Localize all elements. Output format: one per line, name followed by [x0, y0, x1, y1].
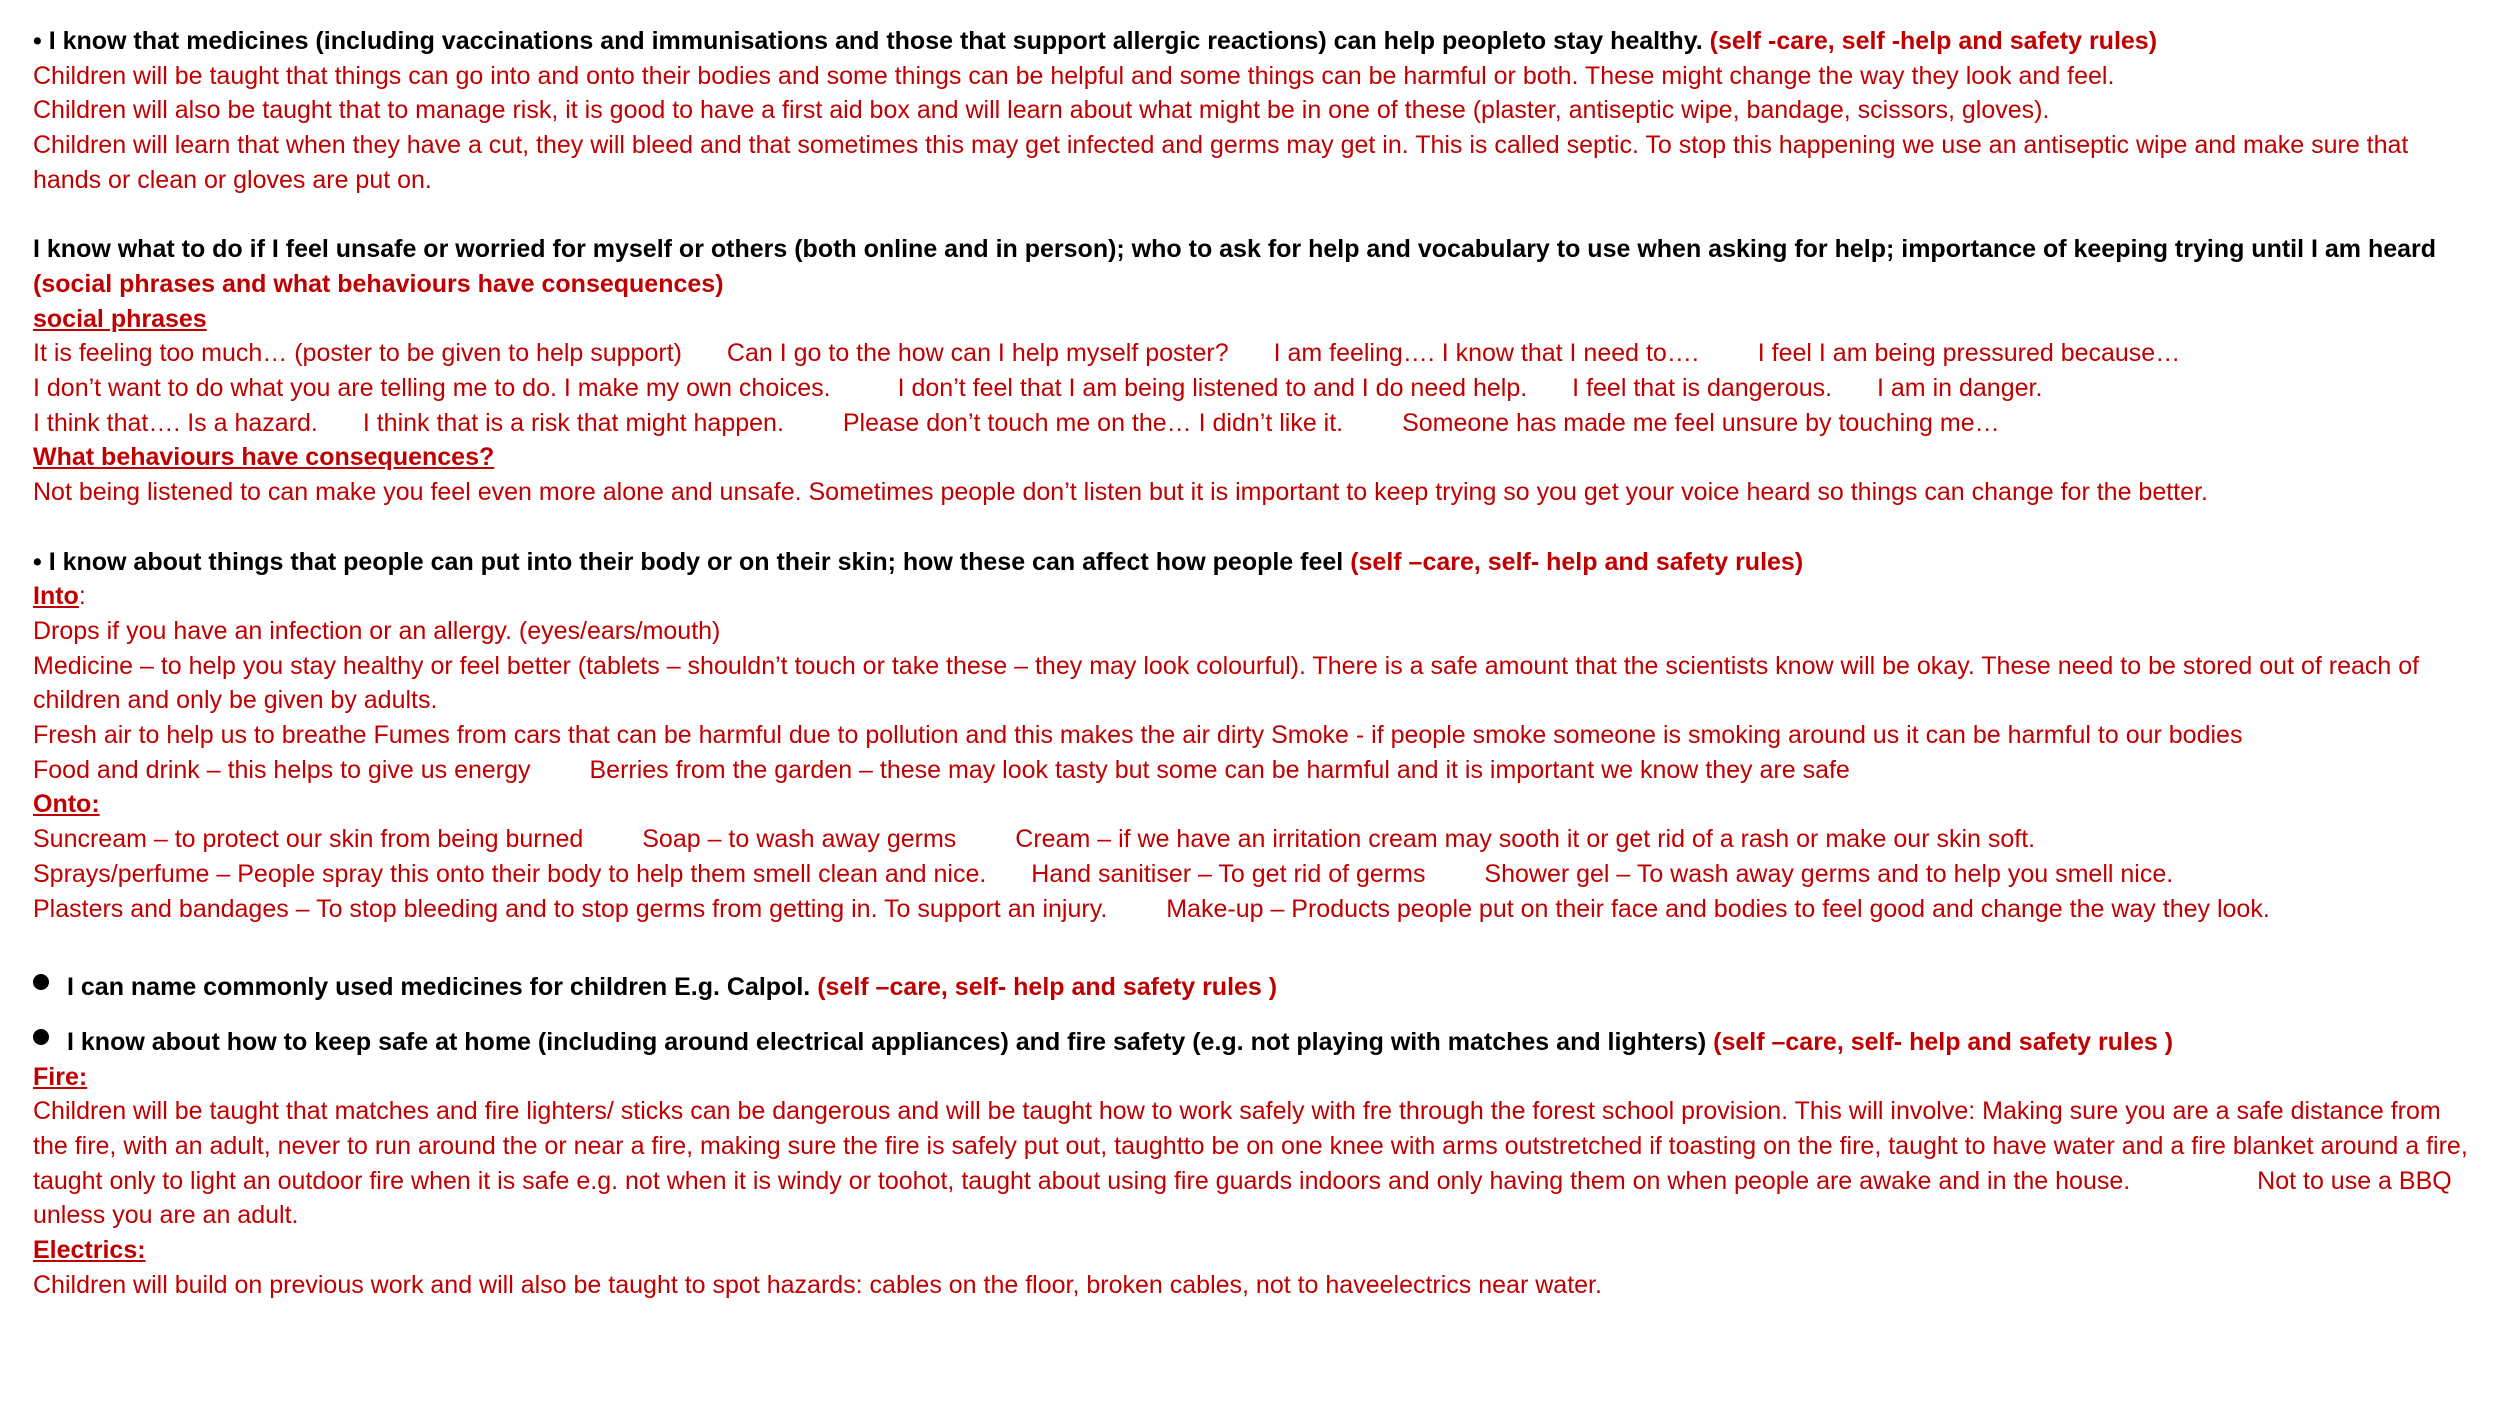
phrase: It is feeling too much… (poster to be given to help support)	[33, 339, 682, 368]
into-berries: Berries from the garden – these may look tasty but some can be harmful and it is important we know they are safe	[589, 755, 1850, 784]
subheading-onto: Onto:	[33, 790, 100, 819]
subheading-consequences: What behaviours have consequences?	[33, 443, 495, 472]
section-unsafe	[33, 232, 2473, 301]
phrase: I am feeling…. I know that I need to….	[1273, 339, 1699, 368]
document-page	[33, 24, 2473, 1303]
phrase: I think that…. Is a hazard.	[33, 408, 318, 437]
text-line: Fresh air to help us to breathe Fumes from cars that can be harmful due to pollution and this makes the air dirty Smoke - if people smoke someone is smoking around us it can be harmful to our bodies	[33, 721, 2243, 750]
phrases-row	[33, 406, 2473, 441]
into-food: Food and drink – this helps to give us energy	[33, 755, 531, 784]
text-line: Medicine – to help you stay healthy or feel better (tablets – shouldn’t touch or take these – they may look colourful). There is a safe amount that the scientists know will be okay. These need to be stored out of reach of children and only be given by adults.	[33, 651, 2420, 715]
onto-item: Sprays/perfume – People spray this onto their body to help them smell clean and nice.	[33, 859, 987, 888]
onto-item: Make-up – Products people put on their face and bodies to feel good and change the way they look.	[1166, 894, 2270, 923]
text-line: Not being listened to can make you feel even more alone and unsafe. Sometimes people don’t listen but it is important to keep trying so you get your voice heard so things can change for the better.	[33, 478, 2208, 507]
phrase: Please don’t touch me on the… I didn’t like it.	[842, 408, 1344, 437]
bullet-icon	[33, 1029, 49, 1045]
onto-row	[33, 822, 2473, 857]
text-line: Children will be taught that things can go into and onto their bodies and some things can be helpful and some things can be harmful or both. These might change the way they look and feel.	[33, 61, 2115, 90]
onto-row	[33, 857, 2473, 892]
tag-body-skin: (self –care, self- help and safety rules)	[1350, 547, 1804, 576]
phrase: Someone has made me feel unsure by touching me…	[1402, 408, 2000, 437]
subheading-social-phrases: social phrases	[33, 304, 207, 333]
bullet-icon	[33, 974, 49, 990]
phrases-row	[33, 371, 2473, 406]
onto-item: Soap – to wash away germs	[642, 825, 957, 854]
onto-item: Cream – if we have an irritation cream may sooth it or get rid of a rash or make our skin soft.	[1015, 825, 2036, 854]
heading-home-safety: I know about how to keep safe at home (including around electrical appliances) and fire safety (e.g. not playing with matches and lighters)	[67, 1027, 1707, 1056]
subheading-fire: Fire:	[33, 1062, 88, 1091]
tag-medicine-names: (self –care, self- help and safety rules )	[817, 973, 1278, 1002]
heading-body-skin: • I know about things that people can put into their body or on their skin; how these can affect how people feel	[33, 547, 1344, 576]
into-label: Into	[33, 582, 79, 611]
fire-tail: Not to use a BBQ unless you are an adult.	[33, 1166, 2452, 1230]
subheading-electrics: Electrics:	[33, 1236, 146, 1265]
into-colon: :	[78, 582, 86, 611]
onto-row	[33, 892, 2473, 927]
tag-medicines: (self -care, self -help and safety rules)	[1709, 27, 2158, 55]
onto-item: Plasters and bandages – To stop bleeding and to stop germs from getting in. To support an injury.	[33, 894, 1108, 923]
section-medicine-names	[33, 970, 2473, 1005]
text-line: Children will also be taught that to manage risk, it is good to have a first aid box and will learn about what might be in one of these (plaster, antiseptic wipe, bandage, scissors, gloves).	[33, 96, 2050, 125]
onto-item: Shower gel – To wash away germs and to help you smell nice.	[1484, 859, 2174, 888]
fire-text: Children will be taught that matches and fire lighters/ sticks can be dangerous and will be taught how to work safely with fre through the forest school provision. This will involve: Making sure you are a safe distance from the fire, with an adult, never to run around the or near a fire, making sure the fire is safely put out, taughtto be on one knee with arms outstretched if toasting on the fire, taught to have water and a fire blanket around a fire, taught only to light an outdoor fire when it is safe e.g. not when it is windy or toohot, taught about using fire guards indoors and only having them on when people are awake and in the house.	[33, 1097, 2468, 1195]
text-electrics: Children will build on previous work and will also be taught to spot hazards: cables on the floor, broken cables, not to haveelectrics near water.	[33, 1270, 1602, 1299]
phrase: I am in danger.	[1877, 374, 2043, 403]
onto-item: Suncream – to protect our skin from being burned	[33, 825, 584, 854]
text-fire	[33, 1094, 2473, 1233]
heading-medicines: • I know that medicines (including vaccinations and immunisations and those that support allergic reactions) can help peopleto stay healthy.	[33, 27, 1703, 55]
phrase: Can I go to the how can I help myself poster?	[726, 339, 1229, 368]
phrase: I don’t want to do what you are telling me to do. I make my own choices.	[33, 374, 831, 403]
section-home-safety	[33, 1025, 2473, 1060]
phrase: I don’t feel that I am being listened to and I do need help.	[897, 374, 1528, 403]
phrase: I think that is a risk that might happen.	[362, 408, 784, 437]
heading-medicine-names: I can name commonly used medicines for children E.g. Calpol.	[67, 973, 811, 1002]
onto-item: Hand sanitiser – To get rid of germs	[1031, 859, 1426, 888]
tag-home-safety: (self –care, self- help and safety rules )	[1713, 1027, 2174, 1056]
phrase: I feel I am being pressured because…	[1757, 339, 2181, 368]
text-line: Children will learn that when they have a cut, they will bleed and that sometimes this may get infected and germs may get in. This is called septic. To stop this happening we use an antiseptic wipe and make sure that hands or clean or gloves are put on.	[33, 131, 2409, 194]
phrases-row	[33, 336, 2473, 371]
tag-unsafe: (social phrases and what behaviours have consequences)	[33, 269, 724, 298]
phrase: I feel that is dangerous.	[1572, 374, 1833, 403]
section-body-skin	[33, 545, 2473, 580]
text-line	[33, 753, 2473, 788]
text-line: Drops if you have an infection or an allergy. (eyes/ears/mouth)	[33, 616, 721, 645]
heading-unsafe: I know what to do if I feel unsafe or worried for myself or others (both online and in person); who to ask for help and vocabulary to use when asking for help; importance of keeping trying until I am heard	[33, 235, 2437, 264]
section-medicines	[33, 24, 2473, 59]
subheading-into	[33, 579, 2473, 614]
